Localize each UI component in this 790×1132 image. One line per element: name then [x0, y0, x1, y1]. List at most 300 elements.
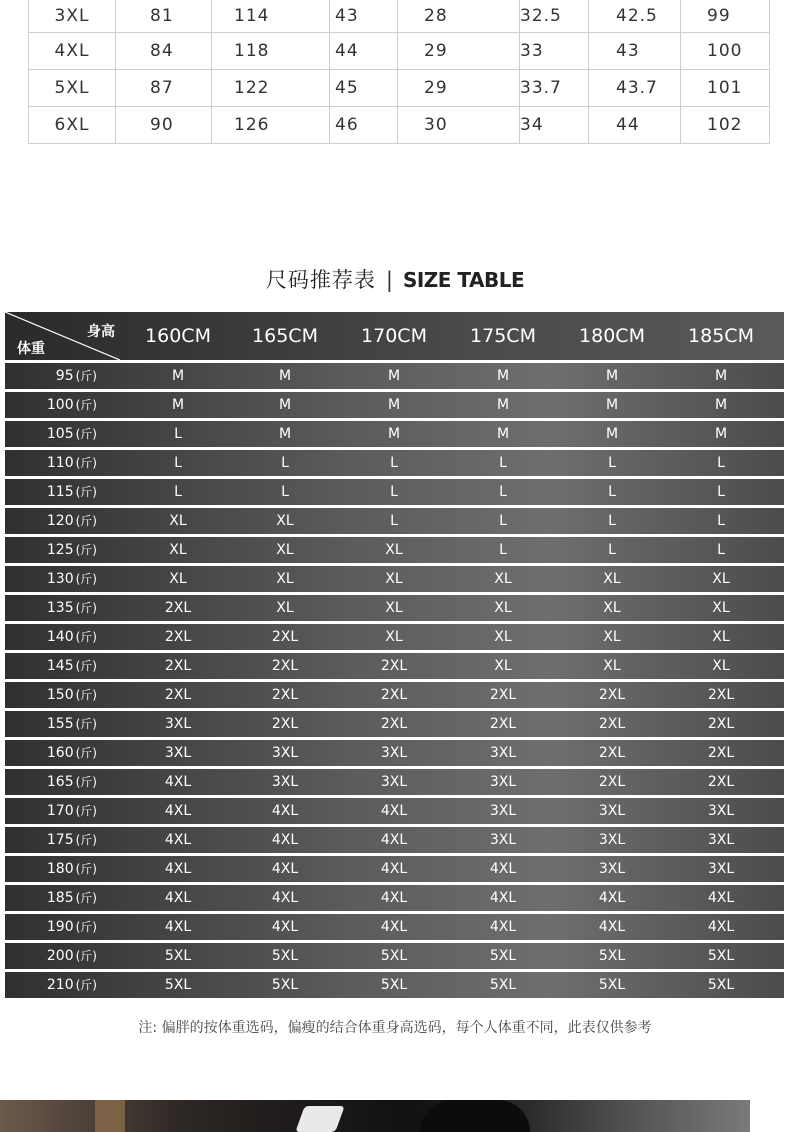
measurement-cell	[398, 32, 520, 69]
size-cell: L	[174, 426, 182, 442]
weight-unit: (斤)	[75, 746, 97, 760]
weight-label	[5, 827, 97, 853]
weight-label	[5, 682, 97, 708]
weight-label	[5, 943, 97, 969]
size-cell: L	[390, 484, 398, 500]
size-cell: M	[278, 368, 292, 384]
measurement-row	[29, 0, 770, 32]
size-cell: 5XL	[489, 977, 517, 993]
size-cell: L	[281, 484, 289, 500]
measurement-cell	[330, 32, 398, 69]
weight-row	[5, 508, 784, 534]
weight-label	[5, 711, 97, 737]
size-cell: 2XL	[271, 629, 299, 645]
measurement-cell	[681, 0, 770, 32]
size-cell: 5XL	[598, 948, 626, 964]
size-cell: 4XL	[271, 803, 299, 819]
size-cell: 5XL	[380, 977, 408, 993]
size-cell: 4XL	[271, 861, 299, 877]
size-cell: 4XL	[164, 919, 192, 935]
measurement-value: 33	[520, 40, 544, 61]
measurement-cell	[520, 0, 589, 32]
size-cell: L	[499, 542, 507, 558]
measurement-value: 30	[424, 114, 448, 135]
weight-row	[5, 682, 784, 708]
size-cell: L	[608, 513, 616, 529]
weight-unit: (斤)	[75, 891, 97, 905]
weight-label	[5, 856, 97, 882]
size-cell: 3XL	[598, 832, 626, 848]
size-cell: 3XL	[164, 745, 192, 761]
size-cell: 4XL	[489, 919, 517, 935]
size-cell: XL	[603, 629, 621, 645]
size-cell: XL	[169, 513, 187, 529]
size-cell: 4XL	[598, 890, 626, 906]
measurement-value: 42.5	[616, 5, 658, 26]
measurement-cell	[330, 69, 398, 106]
size-cell: 2XL	[489, 716, 517, 732]
size-cell: 3XL	[707, 832, 735, 848]
measurement-value: 6XL	[54, 114, 90, 135]
size-cell: 4XL	[271, 890, 299, 906]
size-cell: XL	[385, 629, 403, 645]
weight-row	[5, 421, 784, 447]
size-cell: 2XL	[164, 687, 192, 703]
weight-row	[5, 798, 784, 824]
measurement-cell	[589, 32, 681, 69]
weight-value: 160	[46, 745, 74, 761]
weight-value: 190	[46, 919, 74, 935]
measurement-value: 46	[335, 114, 359, 135]
size-cell: 5XL	[271, 948, 299, 964]
size-cell: 2XL	[489, 687, 517, 703]
measurement-value: 34	[520, 114, 544, 135]
measurement-value: 45	[335, 77, 359, 98]
weight-value: 170	[46, 803, 74, 819]
size-cell: 2XL	[164, 658, 192, 674]
size-label-cell	[29, 32, 116, 69]
size-cell: 2XL	[271, 716, 299, 732]
weight-unit: (斤)	[75, 601, 97, 615]
size-cell: L	[390, 455, 398, 471]
size-cell: M	[714, 397, 728, 413]
measurement-value: 102	[707, 114, 743, 135]
measurement-value: 118	[234, 40, 270, 61]
size-cell: 4XL	[380, 890, 408, 906]
measurement-value: 3XL	[54, 5, 90, 26]
size-cell: 3XL	[380, 745, 408, 761]
weight-unit: (斤)	[75, 369, 97, 383]
size-cell: 3XL	[707, 803, 735, 819]
measurement-value: 29	[424, 77, 448, 98]
size-cell: 4XL	[598, 919, 626, 935]
size-cell: 2XL	[271, 658, 299, 674]
size-label-cell	[29, 106, 116, 143]
size-cell: XL	[712, 600, 730, 616]
weight-row	[5, 653, 784, 679]
size-cell: 5XL	[707, 948, 735, 964]
measurement-value: 28	[424, 5, 448, 26]
measurement-value: 29	[424, 40, 448, 61]
weight-unit: (斤)	[75, 572, 97, 586]
measurement-value: 4XL	[54, 40, 90, 61]
weight-row	[5, 479, 784, 505]
weight-label	[5, 479, 97, 505]
size-cell: 4XL	[380, 803, 408, 819]
weight-row	[5, 363, 784, 389]
measurement-cell	[520, 69, 589, 106]
size-cell: 2XL	[164, 629, 192, 645]
measurement-value: 90	[150, 114, 174, 135]
size-cell: 3XL	[489, 745, 517, 761]
weight-value: 135	[46, 600, 74, 616]
size-cell: XL	[494, 571, 512, 587]
size-cell: L	[717, 542, 725, 558]
height-header-cell: 185CM	[688, 325, 754, 347]
measurement-value: 100	[707, 40, 743, 61]
measurement-cell	[212, 106, 330, 143]
size-cell: 5XL	[164, 948, 192, 964]
size-cell: 3XL	[271, 774, 299, 790]
size-cell: 3XL	[489, 803, 517, 819]
size-cell: 4XL	[489, 861, 517, 877]
measurement-value: 114	[234, 5, 270, 26]
size-cell: XL	[712, 571, 730, 587]
weight-value: 120	[46, 513, 74, 529]
weight-unit: (斤)	[75, 630, 97, 644]
size-cell: 4XL	[164, 890, 192, 906]
measurement-value: 43.7	[616, 77, 658, 98]
weight-value: 150	[46, 687, 74, 703]
measurement-cell	[116, 32, 212, 69]
weight-unit: (斤)	[75, 978, 97, 992]
measurement-cell	[212, 69, 330, 106]
size-cell: M	[387, 368, 401, 384]
size-note: 注: 偏胖的按体重选码，偏瘦的结合体重身高选码，每个人体重不同，此表仅供参考	[138, 1020, 652, 1036]
weight-label	[5, 566, 97, 592]
size-cell: 2XL	[707, 745, 735, 761]
corner-cell	[5, 312, 120, 360]
size-cell: XL	[276, 571, 294, 587]
size-cell: 3XL	[271, 745, 299, 761]
weight-value: 185	[46, 890, 74, 906]
measurement-value: 101	[707, 77, 743, 98]
weight-value: 115	[46, 484, 74, 500]
size-cell: 5XL	[707, 977, 735, 993]
measurement-cell	[589, 106, 681, 143]
weight-unit: (斤)	[75, 804, 97, 818]
measurement-value: 5XL	[54, 77, 90, 98]
size-cell: 3XL	[489, 832, 517, 848]
height-header-cell: 170CM	[361, 325, 427, 347]
weight-value: 100	[46, 397, 74, 413]
height-axis-label: 身高	[87, 324, 115, 340]
weight-label	[5, 885, 97, 911]
measurement-table	[28, 0, 770, 144]
weight-value: 200	[46, 948, 74, 964]
size-cell: 2XL	[164, 600, 192, 616]
weight-row	[5, 450, 784, 476]
size-cell: L	[281, 455, 289, 471]
size-cell: XL	[385, 600, 403, 616]
size-cell: M	[171, 368, 185, 384]
size-cell: L	[717, 513, 725, 529]
measurement-value: 44	[335, 40, 359, 61]
weight-row	[5, 711, 784, 737]
measurement-cell	[681, 106, 770, 143]
size-cell: 4XL	[164, 803, 192, 819]
size-cell: L	[608, 484, 616, 500]
measurement-value: 33.7	[520, 77, 562, 98]
measurement-value: 84	[150, 40, 174, 61]
size-cell: 2XL	[598, 774, 626, 790]
measurement-cell	[398, 0, 520, 32]
weight-value: 130	[46, 571, 74, 587]
size-cell: XL	[494, 658, 512, 674]
weight-label	[5, 450, 97, 476]
measurement-cell	[589, 69, 681, 106]
weight-label	[5, 363, 97, 389]
size-cell: M	[496, 397, 510, 413]
size-cell: XL	[494, 629, 512, 645]
size-label-cell	[29, 0, 116, 32]
measurement-cell	[330, 106, 398, 143]
size-cell: 5XL	[380, 948, 408, 964]
measurement-cell	[116, 106, 212, 143]
size-cell: M	[605, 397, 619, 413]
weight-label	[5, 653, 97, 679]
weight-value: 145	[46, 658, 74, 674]
size-cell: 2XL	[707, 716, 735, 732]
weight-unit: (斤)	[75, 659, 97, 673]
size-cell: 2XL	[598, 745, 626, 761]
size-cell: 2XL	[380, 716, 408, 732]
size-cell: XL	[169, 542, 187, 558]
weight-value: 140	[46, 629, 74, 645]
recommendation-header	[5, 312, 784, 360]
weight-unit: (斤)	[75, 949, 97, 963]
measurement-value: 43	[616, 40, 640, 61]
size-cell: 5XL	[271, 977, 299, 993]
weight-value: 155	[46, 716, 74, 732]
weight-unit: (斤)	[75, 717, 97, 731]
size-cell: 4XL	[271, 832, 299, 848]
size-cell: M	[496, 368, 510, 384]
weight-label	[5, 740, 97, 766]
size-cell: 2XL	[380, 658, 408, 674]
size-cell: M	[278, 397, 292, 413]
weight-row	[5, 769, 784, 795]
weight-label	[5, 798, 97, 824]
weight-label	[5, 421, 97, 447]
size-cell: XL	[276, 513, 294, 529]
size-cell: L	[608, 455, 616, 471]
height-header-cell: 180CM	[579, 325, 645, 347]
measurement-value: 87	[150, 77, 174, 98]
measurement-cell	[398, 69, 520, 106]
weight-label	[5, 769, 97, 795]
size-cell: L	[174, 484, 182, 500]
size-cell: M	[171, 397, 185, 413]
size-cell: 3XL	[489, 774, 517, 790]
weight-unit: (斤)	[75, 920, 97, 934]
measurement-value: 44	[616, 114, 640, 135]
weight-value: 180	[46, 861, 74, 877]
size-cell: 4XL	[164, 861, 192, 877]
size-cell: 4XL	[489, 890, 517, 906]
weight-row	[5, 624, 784, 650]
size-cell: 2XL	[707, 687, 735, 703]
measurement-value: 43	[335, 5, 359, 26]
size-cell: L	[499, 484, 507, 500]
measurement-cell	[330, 0, 398, 32]
size-cell: 2XL	[598, 687, 626, 703]
size-cell: L	[174, 455, 182, 471]
size-cell: 5XL	[489, 948, 517, 964]
size-cell: 2XL	[598, 716, 626, 732]
size-cell: L	[608, 542, 616, 558]
size-cell: 2XL	[707, 774, 735, 790]
size-cell: 3XL	[598, 861, 626, 877]
size-cell: M	[714, 368, 728, 384]
size-cell: 3XL	[707, 861, 735, 877]
weight-label	[5, 392, 97, 418]
weight-label	[5, 537, 97, 563]
size-cell: M	[496, 426, 510, 442]
size-cell: L	[717, 455, 725, 471]
weight-row	[5, 566, 784, 592]
measurement-cell	[116, 69, 212, 106]
weight-value: 105	[46, 426, 74, 442]
height-header-cell: 160CM	[145, 325, 211, 347]
weight-label	[5, 972, 97, 998]
size-cell: M	[278, 426, 292, 442]
measurement-value: 99	[707, 5, 731, 26]
measurement-value: 122	[234, 77, 270, 98]
weight-label	[5, 508, 97, 534]
size-cell: XL	[276, 600, 294, 616]
weight-unit: (斤)	[75, 427, 97, 441]
measurement-cell	[116, 0, 212, 32]
size-cell: XL	[603, 571, 621, 587]
weight-unit: (斤)	[75, 456, 97, 470]
measurement-cell	[212, 0, 330, 32]
weight-axis-label: 体重	[17, 341, 45, 357]
size-cell: L	[390, 513, 398, 529]
size-cell: M	[387, 397, 401, 413]
measurement-value: 32.5	[520, 5, 562, 26]
size-cell: L	[499, 455, 507, 471]
weight-row	[5, 943, 784, 969]
weight-row	[5, 740, 784, 766]
size-cell: XL	[494, 600, 512, 616]
measurement-cell	[398, 106, 520, 143]
size-cell: 4XL	[380, 832, 408, 848]
measurement-row	[29, 106, 770, 143]
size-cell: XL	[712, 658, 730, 674]
size-cell: 2XL	[380, 687, 408, 703]
measurement-cell	[681, 69, 770, 106]
size-cell: 4XL	[380, 919, 408, 935]
size-cell: 4XL	[707, 890, 735, 906]
size-cell: 3XL	[164, 716, 192, 732]
size-cell: 3XL	[380, 774, 408, 790]
weight-value: 95	[55, 368, 74, 384]
size-cell: XL	[385, 542, 403, 558]
weight-value: 165	[46, 774, 74, 790]
measurement-cell	[681, 32, 770, 69]
size-cell: 5XL	[164, 977, 192, 993]
size-cell: 4XL	[380, 861, 408, 877]
weight-value: 125	[46, 542, 74, 558]
measurement-cell	[520, 106, 589, 143]
measurement-value: 81	[150, 5, 174, 26]
weight-unit: (斤)	[75, 398, 97, 412]
weight-label	[5, 914, 97, 940]
size-cell: XL	[603, 658, 621, 674]
size-cell: L	[499, 513, 507, 529]
size-cell: M	[714, 426, 728, 442]
weight-unit: (斤)	[75, 514, 97, 528]
size-cell: M	[605, 426, 619, 442]
weight-row	[5, 914, 784, 940]
product-photo	[0, 1100, 750, 1132]
size-cell: M	[387, 426, 401, 442]
weight-value: 175	[46, 832, 74, 848]
weight-unit: (斤)	[75, 485, 97, 499]
measurement-cell	[589, 0, 681, 32]
weight-unit: (斤)	[75, 688, 97, 702]
weight-row	[5, 392, 784, 418]
weight-unit: (斤)	[75, 543, 97, 557]
size-cell: 4XL	[164, 832, 192, 848]
size-cell: XL	[385, 571, 403, 587]
weight-value: 110	[46, 455, 74, 471]
weight-row	[5, 972, 784, 998]
height-header-cell: 165CM	[252, 325, 318, 347]
weight-label	[5, 595, 97, 621]
measurement-row	[29, 32, 770, 69]
weight-unit: (斤)	[75, 862, 97, 876]
size-cell: 4XL	[271, 919, 299, 935]
measurement-cell	[212, 32, 330, 69]
size-cell: M	[605, 368, 619, 384]
weight-value: 210	[46, 977, 74, 993]
height-header-cell: 175CM	[470, 325, 536, 347]
size-cell: XL	[712, 629, 730, 645]
weight-row	[5, 537, 784, 563]
size-cell: XL	[169, 571, 187, 587]
weight-unit: (斤)	[75, 833, 97, 847]
weight-unit: (斤)	[75, 775, 97, 789]
size-cell: 4XL	[707, 919, 735, 935]
size-cell: 4XL	[164, 774, 192, 790]
size-cell: XL	[276, 542, 294, 558]
size-cell: XL	[603, 600, 621, 616]
size-cell: 2XL	[271, 687, 299, 703]
weight-row	[5, 595, 784, 621]
measurement-row	[29, 69, 770, 106]
title-chinese: 尺码推荐表	[265, 268, 376, 292]
size-label-cell	[29, 69, 116, 106]
size-cell: 3XL	[598, 803, 626, 819]
measurement-cell	[520, 32, 589, 69]
size-table-title	[0, 264, 790, 294]
weight-label	[5, 624, 97, 650]
title-separator: |	[385, 268, 393, 292]
weight-row	[5, 856, 784, 882]
title-english: SIZE TABLE	[402, 268, 525, 292]
